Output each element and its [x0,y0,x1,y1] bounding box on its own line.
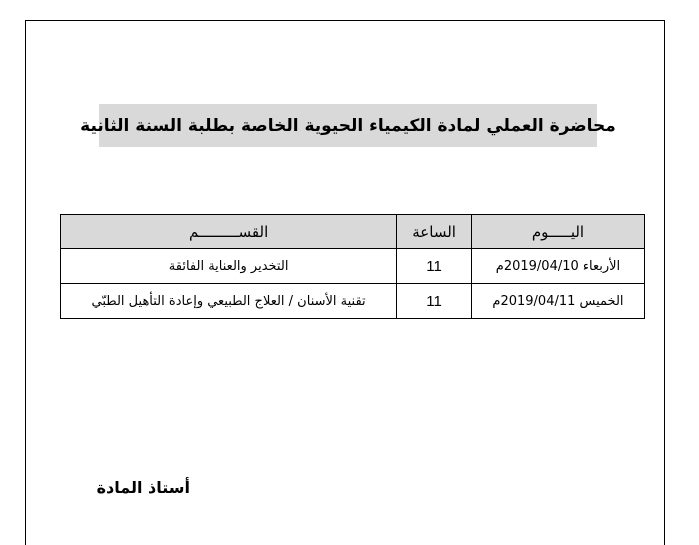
cell-department: تقنية الأسنان / العلاج الطبيعي وإعادة التأهيل الطبّي [61,284,397,319]
signature-label: أستاذ المادة [96,478,190,497]
header-department: القســـــــــم [61,215,397,249]
table-row [61,284,645,319]
cell-day: الأربعاء 2019/04/10م [471,249,644,284]
cell-day: الخميس 2019/04/11م [471,284,644,319]
table-header-row [61,215,645,249]
cell-department: التخدير والعناية الفائقة [61,249,397,284]
document-title: محاضرة العملي لمادة الكيمياء الحيوية الخاصة بطلبة السنة الثانية [80,115,616,136]
schedule-table [60,214,645,319]
table-row [61,249,645,284]
header-day: اليـــــوم [471,215,644,249]
title-banner [80,104,616,147]
cell-hour: 11 [397,284,472,319]
header-hour: الساعة [397,215,472,249]
cell-hour: 11 [397,249,472,284]
